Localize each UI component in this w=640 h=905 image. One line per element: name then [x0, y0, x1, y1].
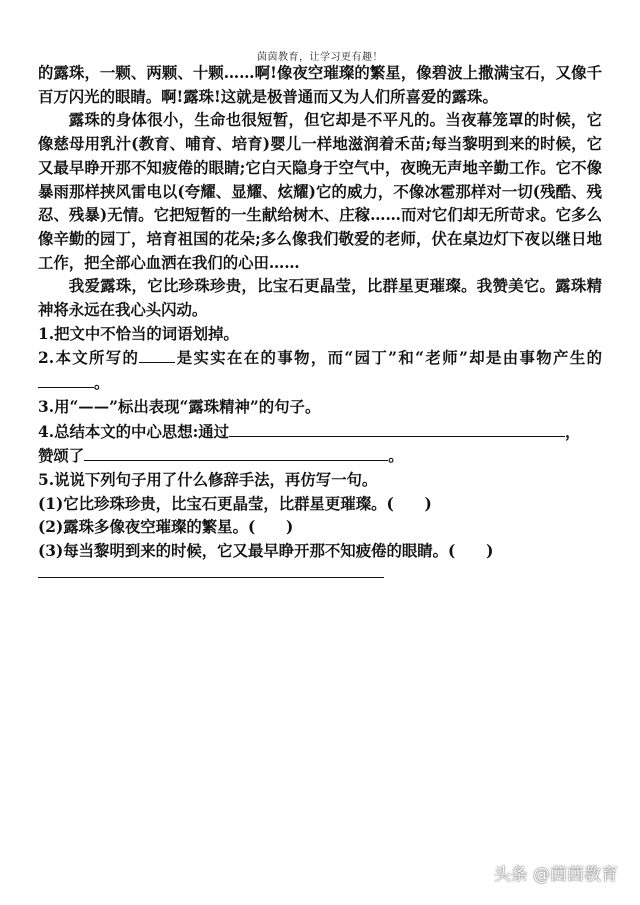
passage-paragraph-2: 露珠的身体很小，生命也很短暂，但它却是不平凡的。当夜幕笼罩的时候，它像慈母用乳汁(教育、哺育、培育)婴儿一样地滋润着禾苗;每当黎明到来的时候，它又最早睁开那不知疲倦的眼睛;它白天隐身于空气中，夜晚无声地辛勤工作。它不像暴雨那样挟风雷电以(夸耀、显耀、炫耀)它的威力，不像冰雹那样对一切(残酷、残忍、残暴)无情。它把短暂的一生献给树木、庄稼……而对它们却无所苛求。它多么像辛勤的园丁，培育祖国的花朵;多么像我们敬爱的老师，伏在桌边灯下夜以继日地工作，把全部心血洒在我们的心田…… — [38, 111, 602, 272]
question-4-text-c: 赞颂了 — [38, 447, 85, 466]
question-2-text-b: 是实实在在的事物，而“园丁”和“老师”却是由事物产生的 — [175, 349, 602, 368]
question-5-item-1: (1)它比珍珠珍贵，比宝石更晶莹，比群星更璀璨。( ) — [38, 494, 432, 513]
question-4-text-b: ， — [565, 422, 581, 441]
question-5-item-3: (3)每当黎明到来的时候，它又最早睁开那不知疲倦的眼睛。( ) — [38, 542, 494, 561]
worksheet-content — [38, 62, 602, 564]
question-4-text-d: 。 — [388, 447, 404, 466]
question-2-text-a: 2.本文所写的 — [38, 349, 140, 368]
question-4 — [38, 420, 602, 469]
question-4-text-a: 4.总结本文的中心思想:通过 — [38, 422, 230, 441]
question-3: 3.用“——”标出表现“露珠精神”的句子。 — [38, 397, 321, 416]
answer-blank[interactable] — [84, 444, 388, 461]
page-header: 茵茵教育，让学习更有趣！ — [257, 52, 383, 63]
answer-blank[interactable] — [229, 420, 565, 437]
passage-paragraph-3: 我爱露珠，它比珍珠珍贵，比宝石更晶莹，比群星更璀璨。我赞美它。露珠精神将永远在我心头闪动。 — [38, 277, 602, 320]
imitation-answer-line[interactable] — [38, 577, 384, 578]
answer-blank[interactable] — [139, 346, 175, 363]
question-2-text-c: 。 — [94, 374, 110, 393]
question-2 — [38, 346, 602, 395]
question-5-item-2: (2)露珠多像夜空璀璨的繁星。( ) — [38, 518, 294, 537]
answer-blank[interactable] — [38, 371, 94, 388]
watermark: 头条 @茵茵教育 — [493, 865, 618, 885]
passage-paragraph-1: 的露珠，一颗、两颗、十颗……啊!像夜空璀璨的繁星，像碧波上撒满宝石，又像千百万闪光的眼睛。啊!露珠!这就是极普通而又为人们所喜爱的露珠。 — [38, 64, 602, 106]
question-5: 5.说说下列句子用了什么修辞手法，再仿写一句。 — [38, 470, 378, 489]
question-1: 1.把文中不恰当的词语划掉。 — [38, 324, 239, 343]
